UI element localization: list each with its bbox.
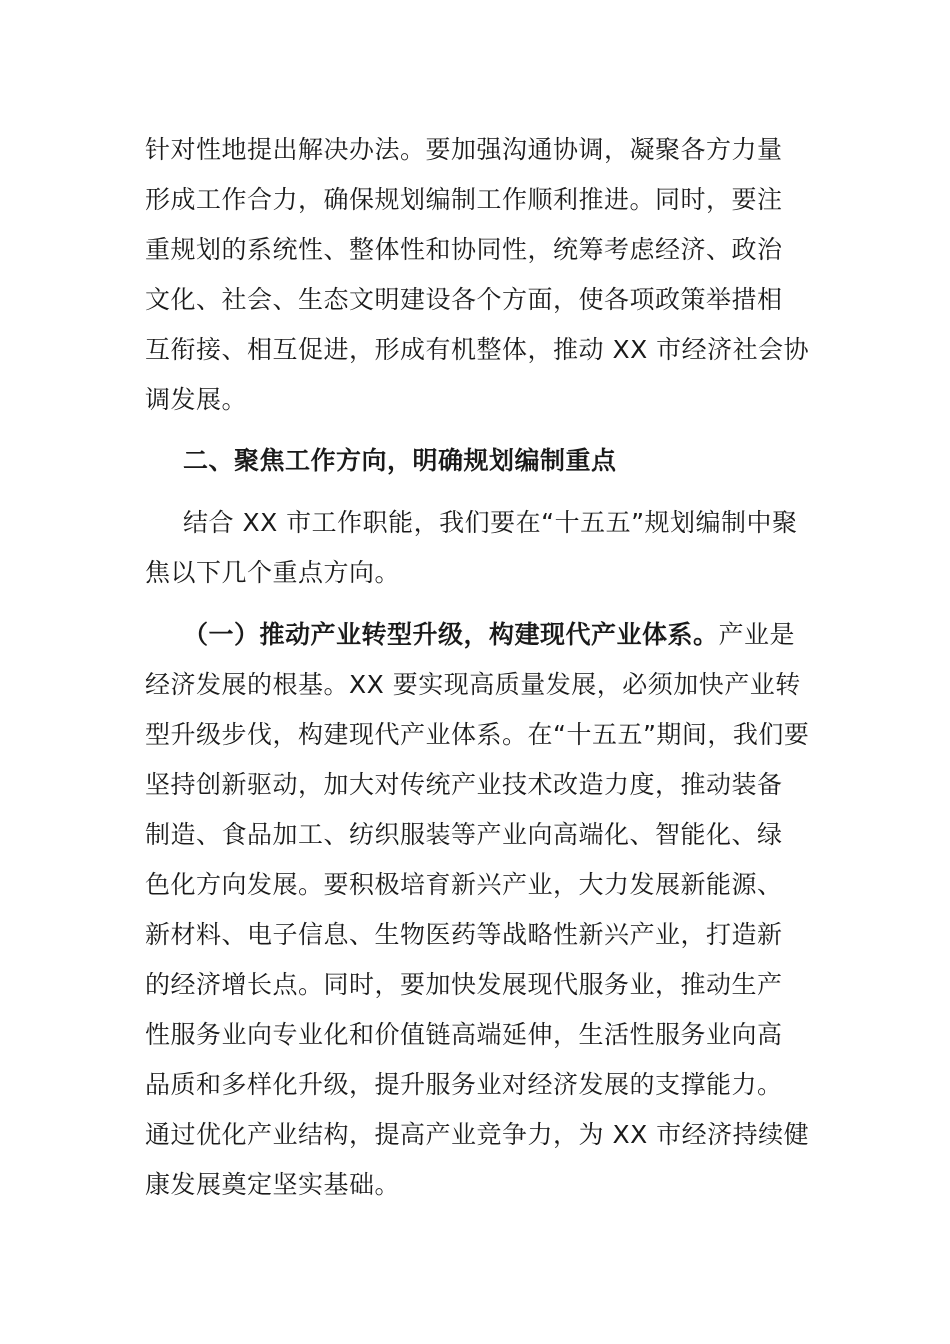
body-text-line: 性服务业向专业化和价值链高端延伸，生活性服务业向高	[145, 1020, 783, 1049]
body-text-line: 品质和多样化升级，提升服务业对经济发展的支撑能力。	[145, 1070, 783, 1099]
body-text-line: 色化方向发展。要积极培育新兴产业，大力发展新能源、	[145, 870, 783, 899]
section-heading: 二、聚焦工作方向，明确规划编制重点	[183, 446, 617, 475]
body-text-line: 通过优化产业结构，提高产业竞争力，为 XX 市经济持续健	[145, 1120, 810, 1149]
body-text-line: 的经济增长点。同时，要加快发展现代服务业，推动生产	[145, 970, 783, 999]
body-text-line: 坚持创新驱动，加大对传统产业技术改造力度，推动装备	[145, 770, 783, 799]
body-text-line: 制造、食品加工、纺织服装等产业向高端化、智能化、绿	[145, 820, 783, 849]
subsection-heading: （一）推动产业转型升级，构建现代产业体系。	[183, 620, 719, 649]
subsection-paragraph-start	[183, 620, 795, 650]
body-text-line: 康发展奠定坚实基础。	[145, 1170, 401, 1199]
body-text-line: 重规划的系统性、整体性和协同性，统筹考虑经济、政治	[145, 235, 783, 264]
body-text-line: 型升级步伐，构建现代产业体系。在“十五五”期间，我们要	[145, 720, 810, 749]
body-text-line: 针对性地提出解决办法。要加强沟通协调，凝聚各方力量	[145, 135, 783, 164]
body-text-line: 结合 XX 市工作职能，我们要在“十五五”规划编制中聚	[183, 508, 798, 537]
body-text-line: 互衔接、相互促进，形成有机整体，推动 XX 市经济社会协	[145, 335, 810, 364]
body-text-line: 新材料、电子信息、生物医药等战略性新兴产业，打造新	[145, 920, 783, 949]
body-text-line: 经济发展的根基。XX 要实现高质量发展，必须加快产业转	[145, 670, 801, 699]
body-text-line: 调发展。	[145, 385, 248, 414]
body-text-line: 焦以下几个重点方向。	[145, 558, 401, 587]
body-text-line: 形成工作合力，确保规划编制工作顺利推进。同时，要注	[145, 185, 783, 214]
body-text-line: 文化、社会、生态文明建设各个方面，使各项政策举措相	[145, 285, 783, 314]
body-text-run: 产业是	[718, 620, 796, 649]
